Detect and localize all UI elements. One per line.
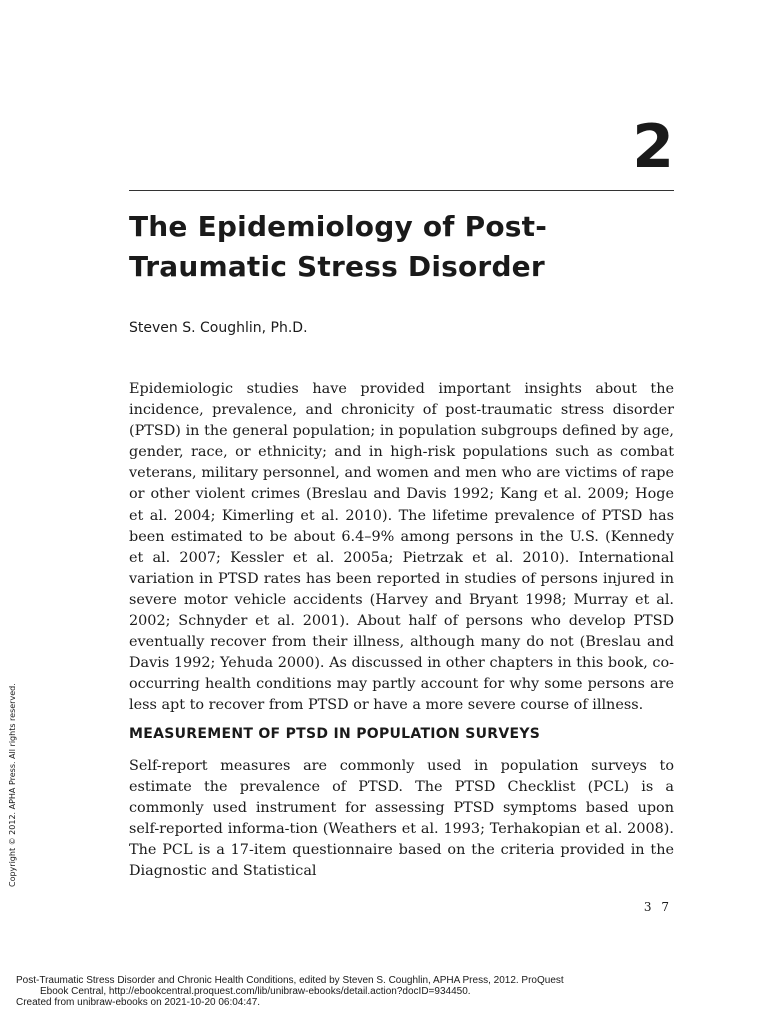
chapter-title-line-2: Traumatic Stress Disorder (129, 250, 545, 283)
page-number: 3 7 (643, 900, 672, 914)
footer-line-2: Ebook Central, http://ebookcentral.proquest.com/lib/unibraw-ebooks/detail.action?docID=934450. (40, 986, 471, 997)
footer-line-1: Post-Traumatic Stress Disorder and Chronic Health Conditions, edited by Steven S. Coughlin, APHA Press, 2012. ProQuest (16, 975, 564, 986)
section-paragraph: Self-report measures are commonly used in population surveys to estimate the prevalence of PTSD. The PTSD Checklist (PCL) is a commonly used instrument for assessing PTSD symptoms based upon self-reported informa-tion (Weathers et al. 1993; Terhakopian et al. 2008). The PCL is a 17-item questionnaire based on the criteria provided in the Diagnostic and Statistical (129, 758, 674, 880)
intro-paragraph: Epidemiologic studies have provided important insights about the incidence, prevalence, and chronicity of post-traumatic stress disorder (PTSD) in the general population; in population subgroups defined by age, gender, race, or ethnicity; and in high-risk populations such as combat veterans, military personnel, and women and men who are victims of rape or other violent crimes (Breslau and Davis 1992; Kang et al. 2009; Hoge et al. 2004; Kimerling et al. 2010). The lifetime prevalence of PTSD has been estimated to be about 6.4–9% among persons in the U.S. (Kennedy et al. 2007; Kessler et al. 2005a; Pietrzak et al. 2010). International variation in PTSD rates has been reported in studies of persons injured in severe motor vehicle accidents (Harvey and Bryant 1998; Murray et al. 2002; Schnyder et al. 2001). About half of persons who develop PTSD eventually recover from their illness, although many do not (Breslau and Davis 1992; Yehuda 2000). As discussed in other chapters in this book, co-occurring health conditions may partly account for why some persons are less apt to recover from PTSD or have a more severe course of illness. (129, 381, 674, 714)
chapter-divider-rule (129, 190, 674, 191)
citation-footer (16, 975, 756, 1008)
footer-line-3: Created from unibraw-ebooks on 2021-10-20 06:04:47. (16, 997, 261, 1008)
copyright-notice: Copyright © 2012. APHA Press. All rights reserved. (8, 683, 17, 887)
chapter-number: 2 (632, 112, 674, 182)
chapter-title-line-1: The Epidemiology of Post- (129, 210, 548, 243)
section-heading: MEASUREMENT OF PTSD IN POPULATION SURVEYS (129, 726, 541, 742)
chapter-title (129, 207, 674, 287)
chapter-author: Steven S. Coughlin, Ph.D. (129, 320, 308, 336)
